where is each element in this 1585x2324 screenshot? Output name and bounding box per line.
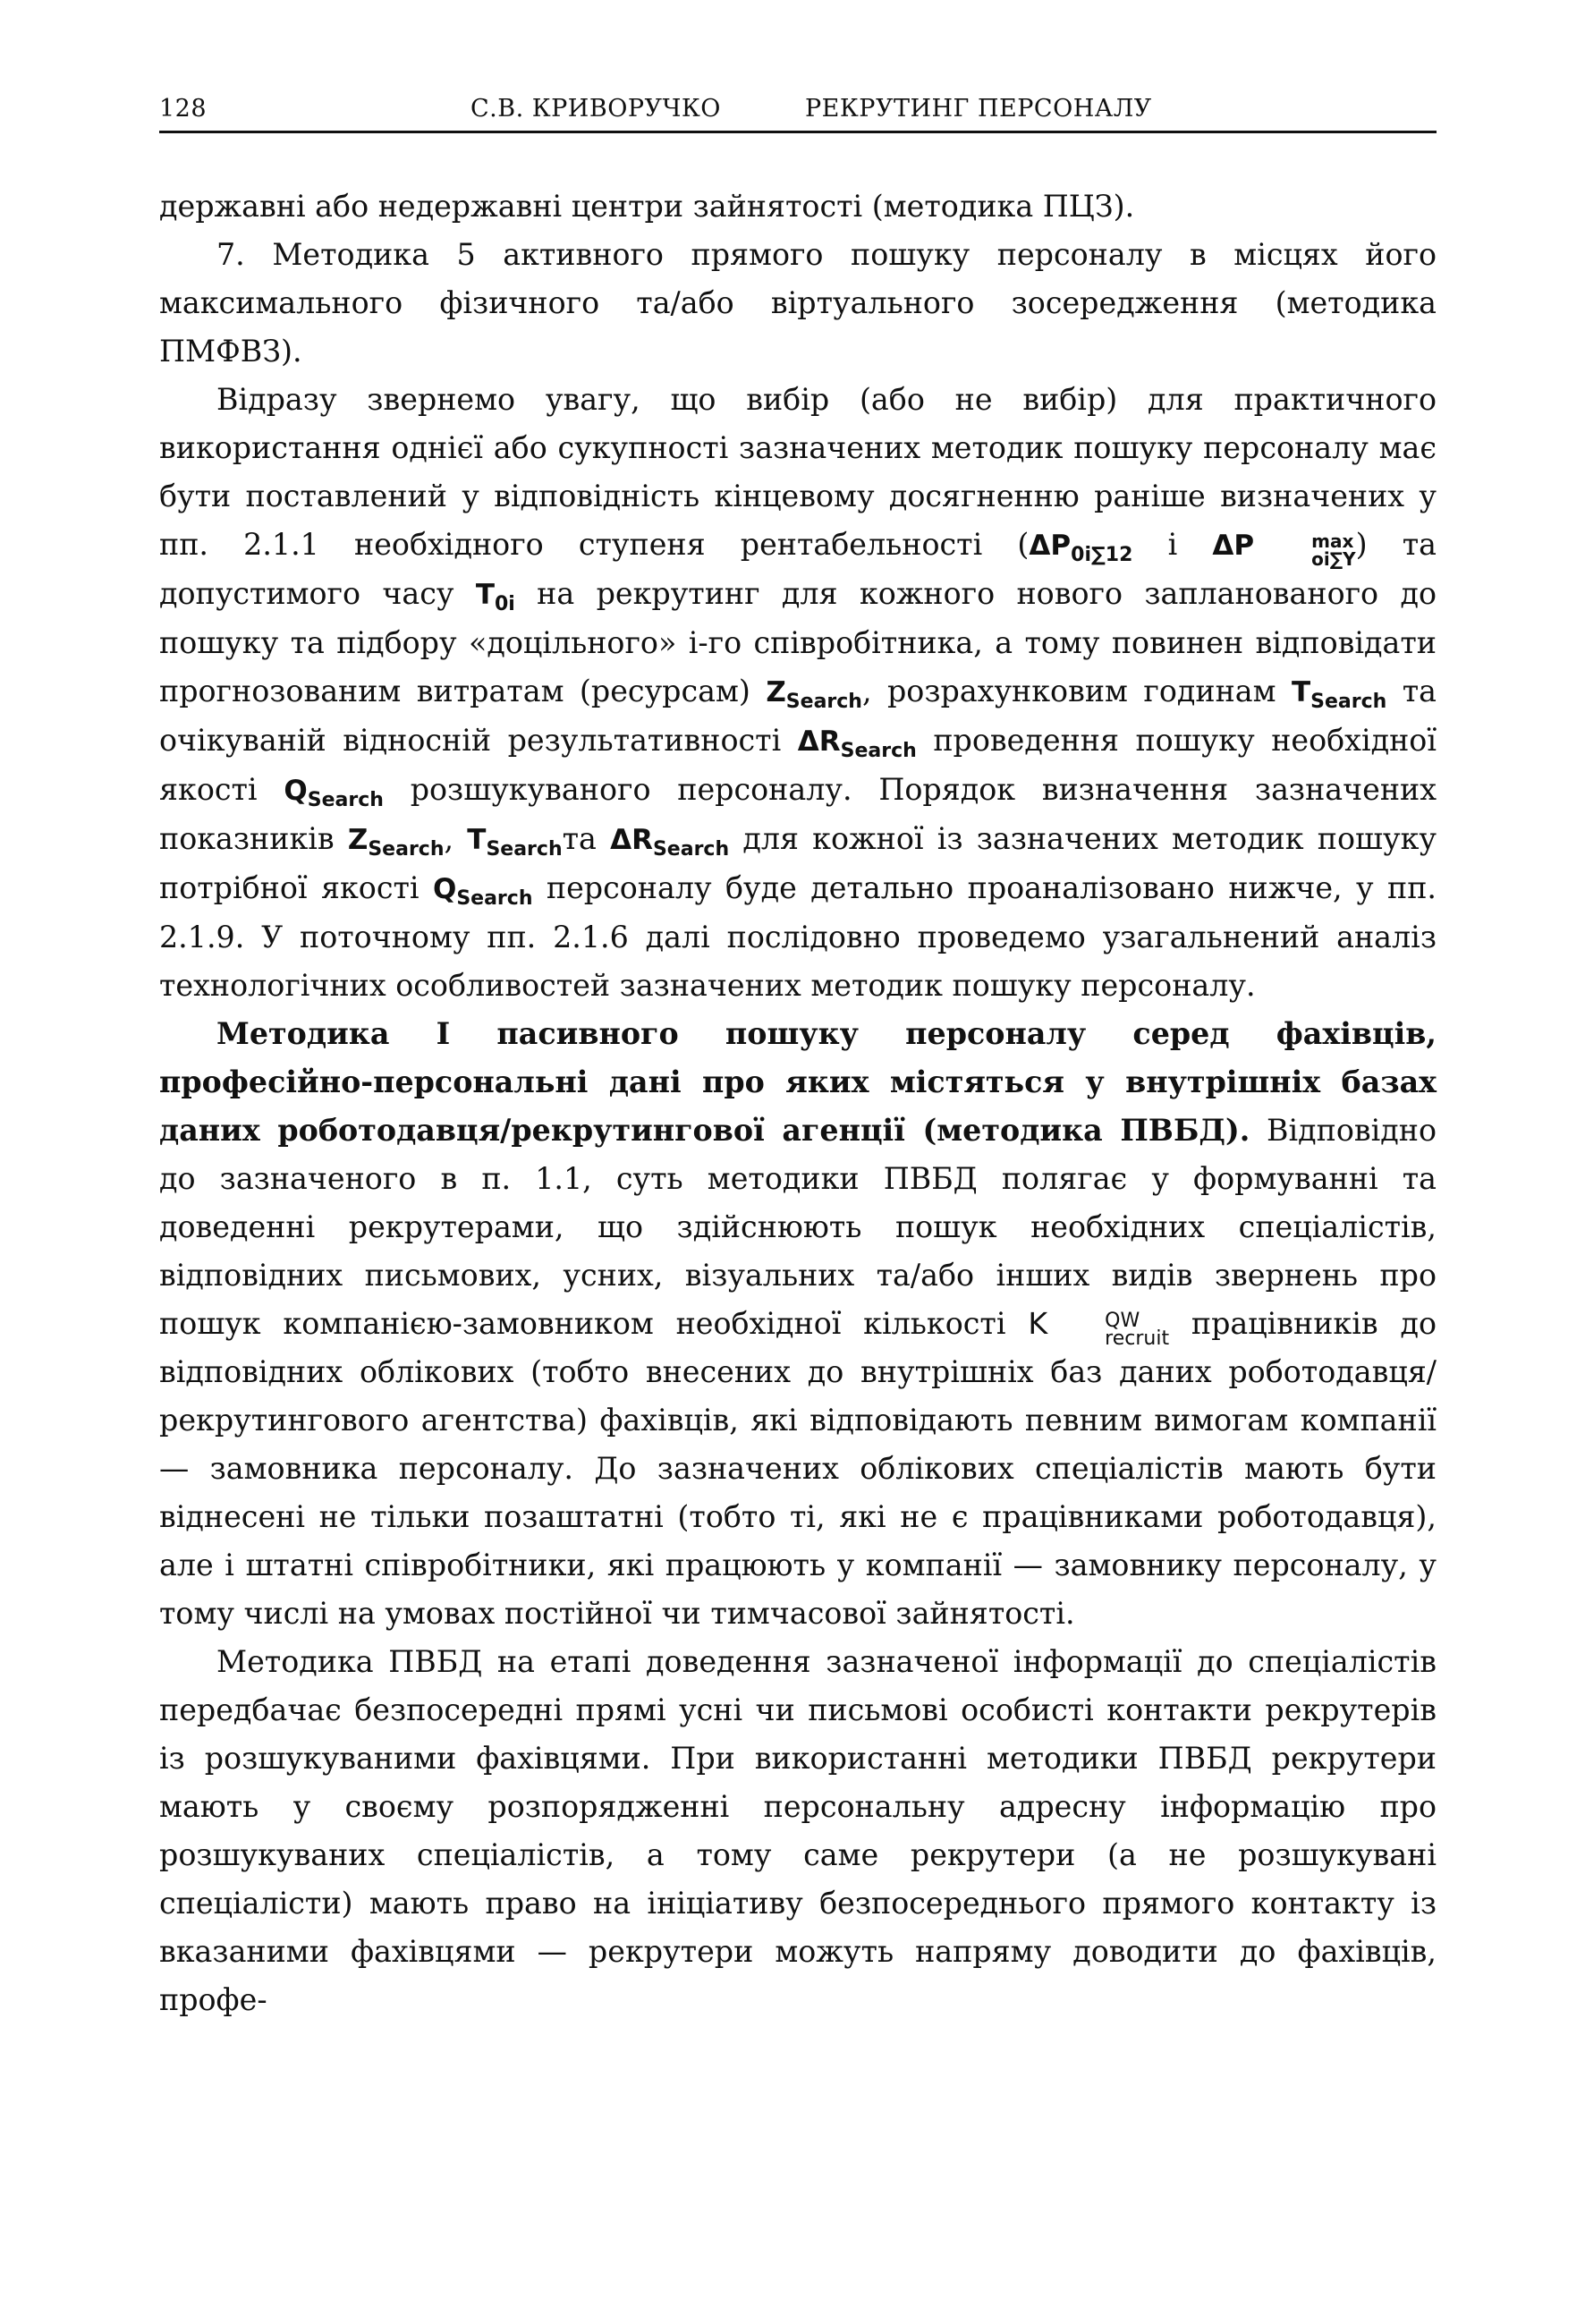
paragraph: Методика ПВБД на етапі доведення зазначеної інформації до спеціалістів передбачає безпосередні прямі усні чи письмові особисті контакти рекрутерів із розшукуваними фахівцями. При використанні методики ПВБД рекрутери мають у своєму розпорядженні персональну адресну інформацію про розшукуваних спеціалістів, а тому саме рекрутери (а не розшукувані спеціалісти) мають право на ініціативу безпосереднього прямого контакту із вказаними фахівцями — рекрутери можуть напряму доводити до фахівців, профе- bbox=[159, 1644, 1437, 2017]
running-header bbox=[159, 86, 1437, 133]
page bbox=[159, 86, 1437, 2269]
formula-q-search: $Q_{Search}$ bbox=[284, 775, 384, 811]
header-title: РЕКРУТИНГ ПЕРСОНАЛУ bbox=[805, 95, 1152, 123]
paragraph: державні або недержавні центри зайнятості (методика ПЦЗ). bbox=[159, 189, 1135, 224]
page-number: 128 bbox=[159, 95, 208, 123]
paragraph: Методика I пасивного пошуку персоналу серед фахівців, професійно-персональні дані про яких містяться у внутрішніх базах даних роботодавця/рекрутингової агенції (методика ПВБД). Відповідно до зазначеного в п. 1.1, суть методики ПВБД полягає у формуванні та доведенні рекрутерами, що здійснюють пошук необхідних спеціалістів, відповідних письмових, усних, візуальних та/або інших видів звернень про пошук компанією-замовником необхідної кількості K QW recruit працівників до відповідних облікових (тобто внесених до внутрішніх баз даних роботодавця/рекрутингового агентства) фахівців, які відповідають певним вимогам компанії — замовника персоналу. До зазначених облікових спеціалістів мають бути віднесені не тільки позаштатні (тобто ті, які не є працівниками роботодавця), але і штатні співробітники, які працюють у компанії — замовнику персоналу, у тому числі на умовах постійної чи тимчасової зайнятості. bbox=[159, 1016, 1437, 1631]
header-author: С.В. КРИВОРУЧКО bbox=[470, 95, 721, 123]
formula-delta-p: $\Delta P_{0i\sum 12}$ bbox=[1029, 530, 1133, 566]
formula-k-recruit: K QW recruit bbox=[1028, 1306, 1170, 1350]
paragraph: Відразу звернемо увагу, що вибір (або не вибір) для практичного використання однієї або сукупності зазначених методик пошуку персоналу має бути поставлений у відповідність кінцевому досягненню раніше визначених у пп. 2.1.1 необхідного ступеня рентабельності ($\Delta P_{0i\sum 12}$ і ΔP max oi∑Y ) та допустимого часу $T_{0i}$ на рекрутинг для кожного нового запланованого до пошуку та підбору «доцільного» і-го співробітника, а тому повинен відповідати прогнозованим витратам (ресурсам) $Z_{Search}$, розрахунковим годинам $T_{Search}$ та очікуваній відносній результативності $\Delta R_{Search}$ проведення пошуку необхідної якості $Q_{Search}$ розшукуваного персоналу. Порядок визначення зазначених показників $Z_{Search}$, $T_{Search}та$ $\Delta R_{Search}$ для кожної із зазначених методик пошуку потрібної якості $Q_{Search}$ персоналу буде детально проаналізовано нижче, у пп. 2.1.9. У поточному пп. 2.1.6 далі послідовно проведемо узагальнений аналіз технологічних особливостей зазначених методик пошуку персоналу. bbox=[159, 382, 1437, 1003]
paragraph: 7. Методика 5 активного прямого пошуку персоналу в місцях його максимального фізичного та/або віртуального зосередження (методика ПМФВЗ). bbox=[159, 237, 1437, 369]
section-heading: Методика I пасивного пошуку персоналу серед фахівців, професійно-персональні дані про яких містяться у внутрішніх базах даних роботодавця/рекрутингової агенції (методика ПВБД). bbox=[159, 1016, 1437, 1148]
formula-delta-r-search: $\Delta R_{Search}$ bbox=[610, 824, 730, 861]
formula-q-search: $Q_{Search}$ bbox=[432, 873, 533, 910]
formula-z-search: $Z_{Search}$ bbox=[347, 824, 445, 861]
formula-t-search: $T_{Search}$ bbox=[467, 824, 563, 861]
formula-t-search: $T_{Search}$ bbox=[1291, 676, 1387, 713]
formula-delta-r-search: $\Delta R_{Search}$ bbox=[797, 725, 917, 762]
body-text bbox=[159, 182, 1437, 2024]
formula-z-search: $Z_{Search}$ bbox=[766, 676, 862, 713]
formula-delta-p-max: ΔP max oi∑Y bbox=[1212, 530, 1356, 570]
formula-t0: $T_{0i}$ bbox=[475, 579, 515, 615]
